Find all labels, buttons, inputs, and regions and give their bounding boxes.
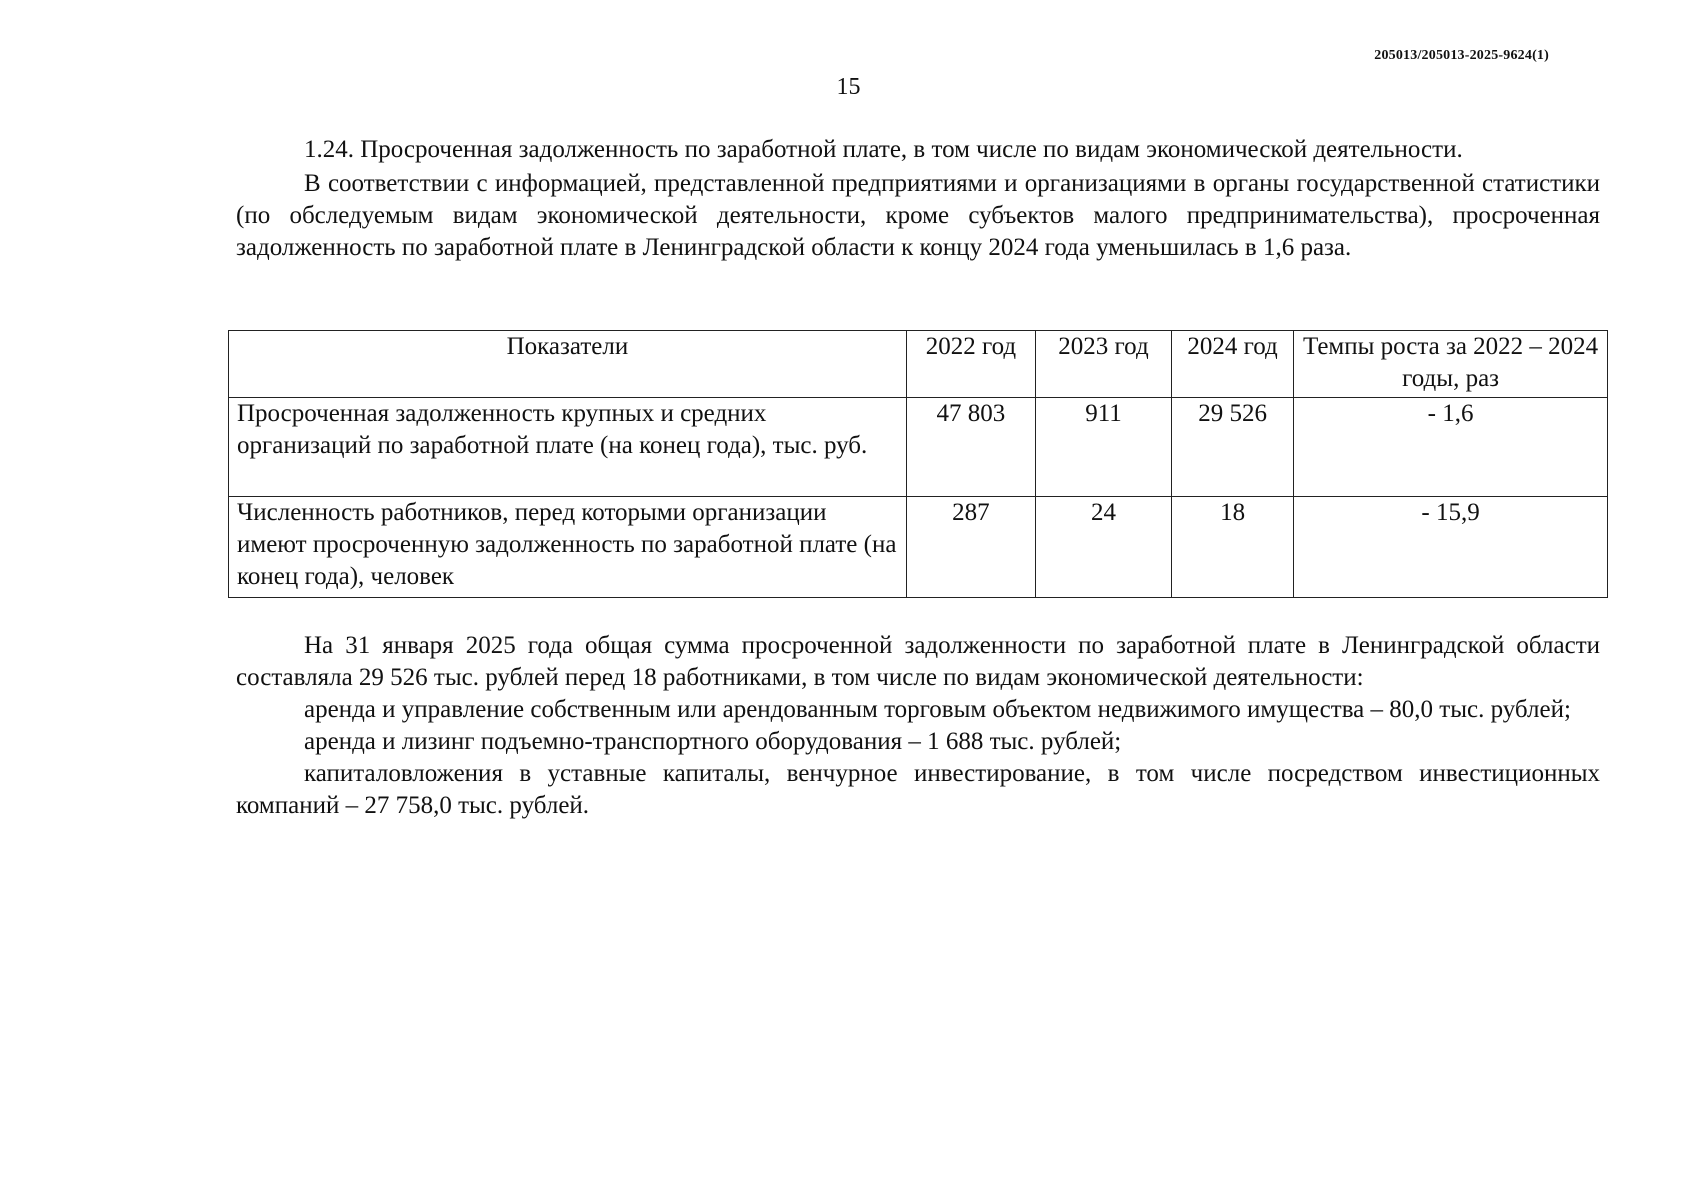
cell-2024: 29 526 <box>1171 398 1293 497</box>
summary-paragraph: На 31 января 2025 года общая сумма просроченной задолженности по заработной плате в Ленинградской области составляла 29 526 тыс. рублей перед 18 работниками, в том числе по видам экономической деятельности: <box>236 632 1600 691</box>
cell-2023: 24 <box>1035 497 1171 598</box>
row-indicator: Численность работников, перед которыми организации имеют просроченную задолженность по заработной плате (на конец года), человек <box>229 497 907 598</box>
document-id: 205013/205013-2025-9624(1) <box>1374 48 1549 63</box>
header-year-2023: 2023 год <box>1035 331 1171 398</box>
cell-growth-rate: - 15,9 <box>1294 497 1608 598</box>
cell-2024: 18 <box>1171 497 1293 598</box>
cell-2023: 911 <box>1035 398 1171 497</box>
wage-arrears-table <box>228 330 1608 598</box>
activity-item: капиталовложения в уставные капиталы, венчурное инвестирование, в том числе посредством инвестиционных компаний – 27 758,0 тыс. рублей. <box>236 760 1600 819</box>
table-header-row <box>229 331 1608 398</box>
header-growth-rate: Темпы роста за 2022 – 2024 годы, раз <box>1294 331 1608 398</box>
activity-item: аренда и лизинг подъемно-транспортного оборудования – 1 688 тыс. рублей; <box>304 728 1122 755</box>
header-indicators: Показатели <box>229 331 907 398</box>
row-indicator: Просроченная задолженность крупных и средних организаций по заработной плате (на конец года), тыс. руб. <box>229 398 907 497</box>
activity-item: аренда и управление собственным или арендованным торговым объектом недвижимого имущества – 80,0 тыс. рублей; <box>304 696 1571 723</box>
after-table-section <box>236 630 1600 822</box>
page-number: 15 <box>836 74 861 100</box>
cell-2022: 287 <box>906 497 1035 598</box>
table-row <box>229 398 1608 497</box>
section-heading: 1.24. Просроченная задолженность по заработной плате, в том числе по видам экономической деятельности. <box>304 136 1463 163</box>
header-year-2022: 2022 год <box>906 331 1035 398</box>
cell-2022: 47 803 <box>906 398 1035 497</box>
table-row <box>229 497 1608 598</box>
intro-paragraph: В соответствии с информацией, представленной предприятиями и организациями в органы государственной статистики (по обследуемым видам экономической деятельности, кроме субъектов малого предпринимательства), просроченная задолженность по заработной плате в Ленинградской области к концу 2024 года уменьшилась в 1,6 раза. <box>236 170 1600 261</box>
header-year-2024: 2024 год <box>1171 331 1293 398</box>
cell-growth-rate: - 1,6 <box>1294 398 1608 497</box>
